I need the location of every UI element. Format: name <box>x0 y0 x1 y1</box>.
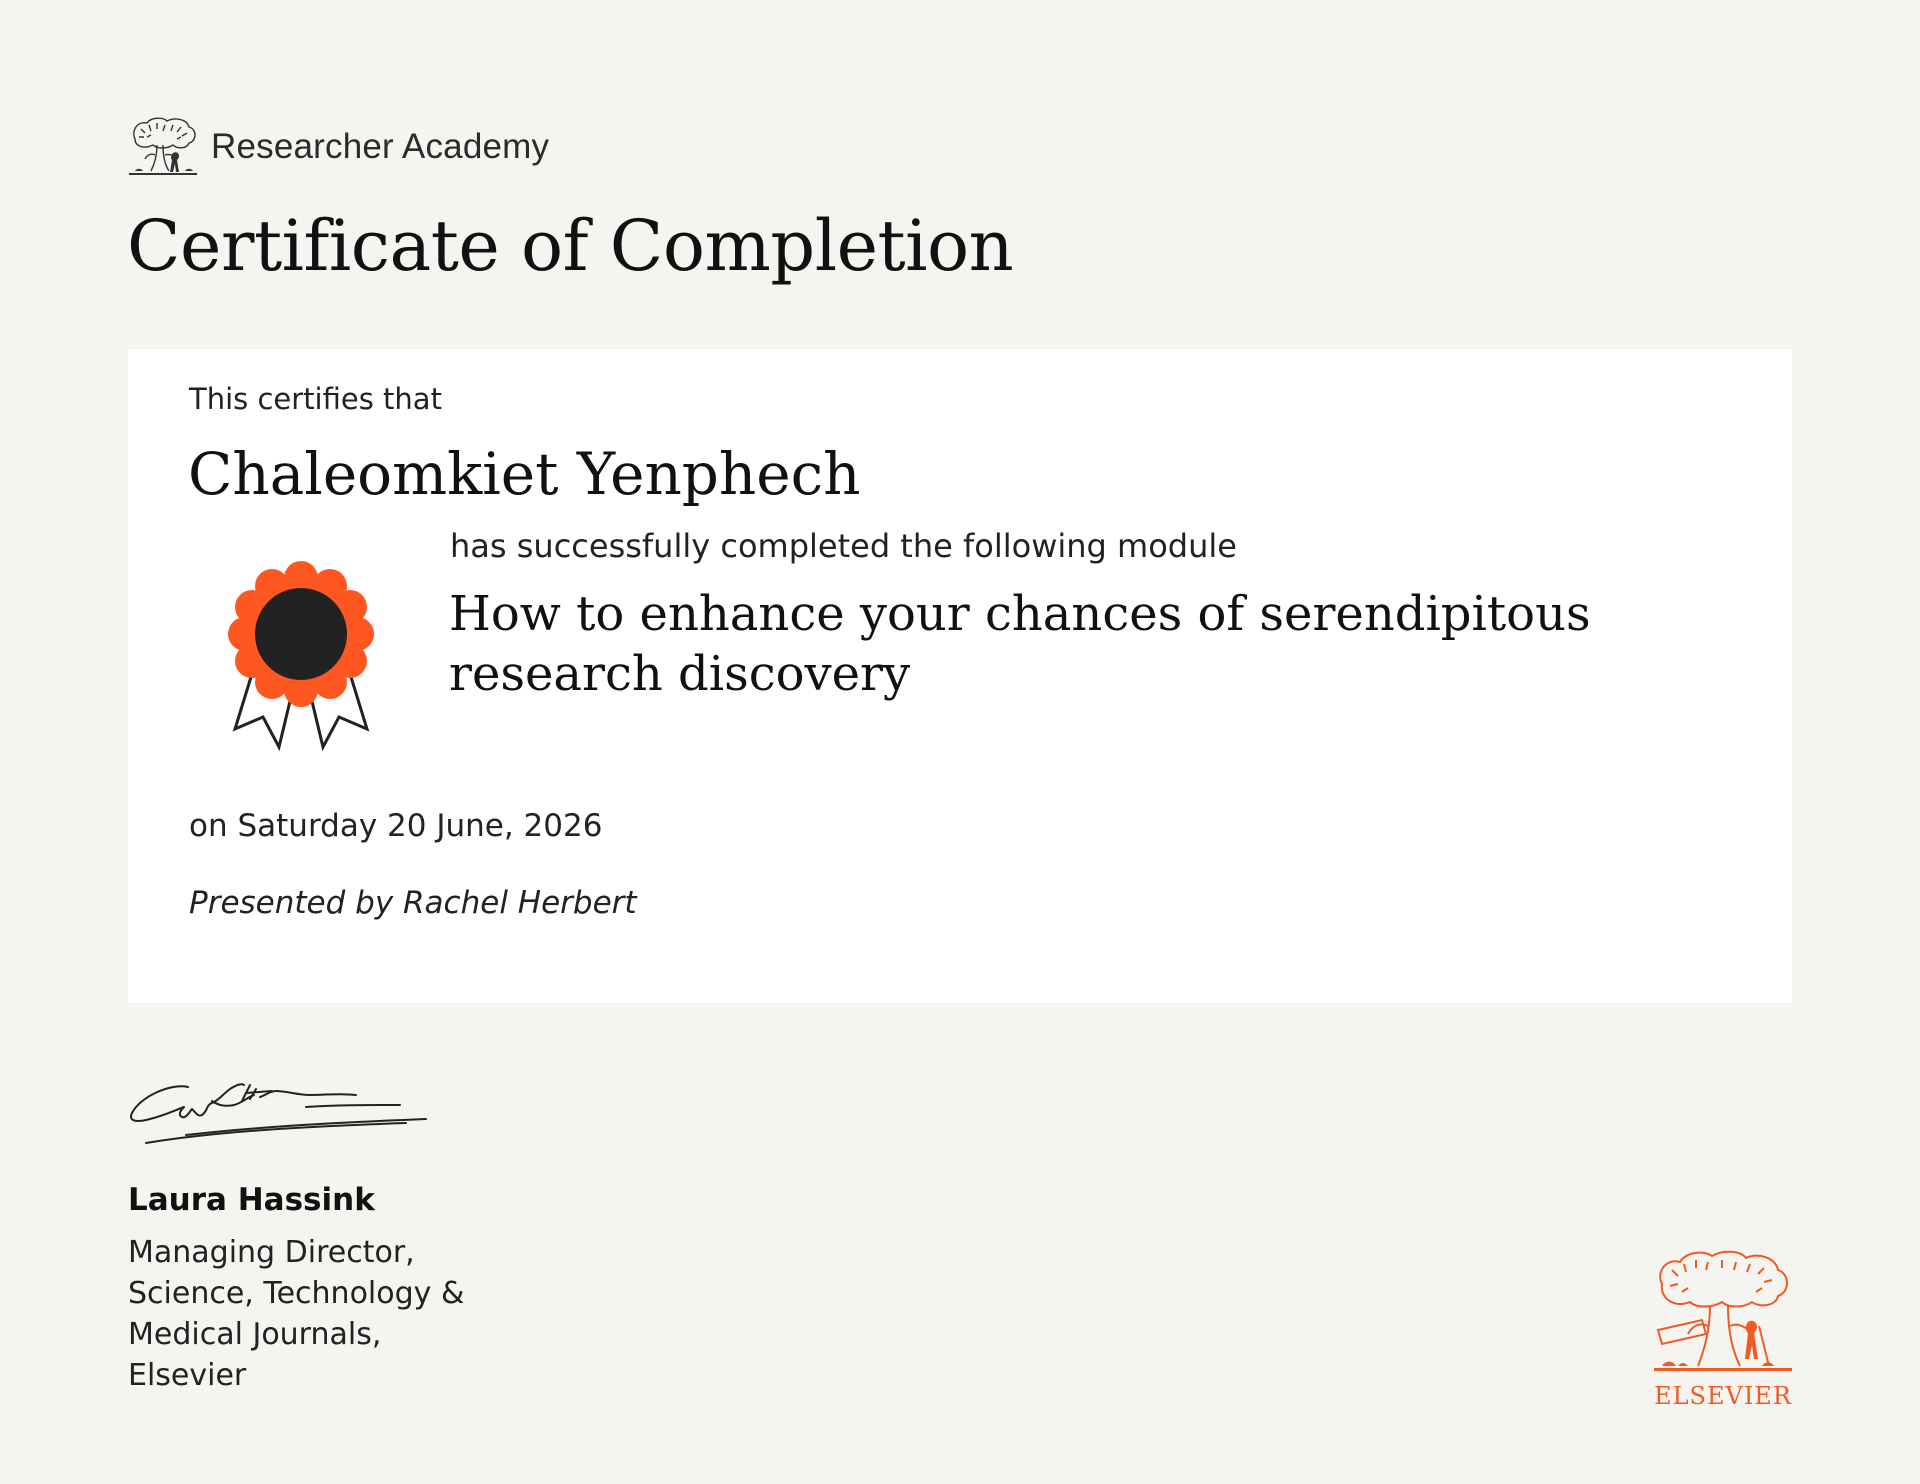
certifies-label: This certifies that <box>189 382 442 416</box>
recipient-name: Chaleomkiet Yenphech <box>188 440 861 508</box>
module-title: How to enhance your chances of serendipitous research discovery <box>449 586 1591 702</box>
award-rosette-icon <box>221 557 381 757</box>
signer-name: Laura Hassink <box>128 1182 375 1218</box>
signer-role-line: Science, Technology & <box>128 1276 465 1311</box>
researcher-academy-brand <box>127 115 549 179</box>
completion-date: on Saturday 20 June, 2026 <box>189 808 603 844</box>
elsevier-wordmark: ELSEVIER <box>1654 1382 1792 1410</box>
elsevier-tree-logo-icon <box>1652 1250 1794 1380</box>
presenter: Presented by Rachel Herbert <box>189 885 637 921</box>
signature <box>126 1075 442 1155</box>
signer-role-line: Managing Director, <box>128 1235 415 1270</box>
brand-name: Researcher Academy <box>211 127 550 166</box>
elsevier-logo <box>1652 1250 1794 1410</box>
tree-logo-icon <box>127 115 199 179</box>
signer-role-line: Elsevier <box>128 1358 247 1393</box>
signer-role <box>128 1232 464 1396</box>
certificate-card <box>128 349 1792 1003</box>
completed-module-label: has successfully completed the following module <box>450 527 1237 565</box>
certificate-title: Certificate of Completion <box>127 205 1014 287</box>
signer-role-line: Medical Journals, <box>128 1317 382 1352</box>
